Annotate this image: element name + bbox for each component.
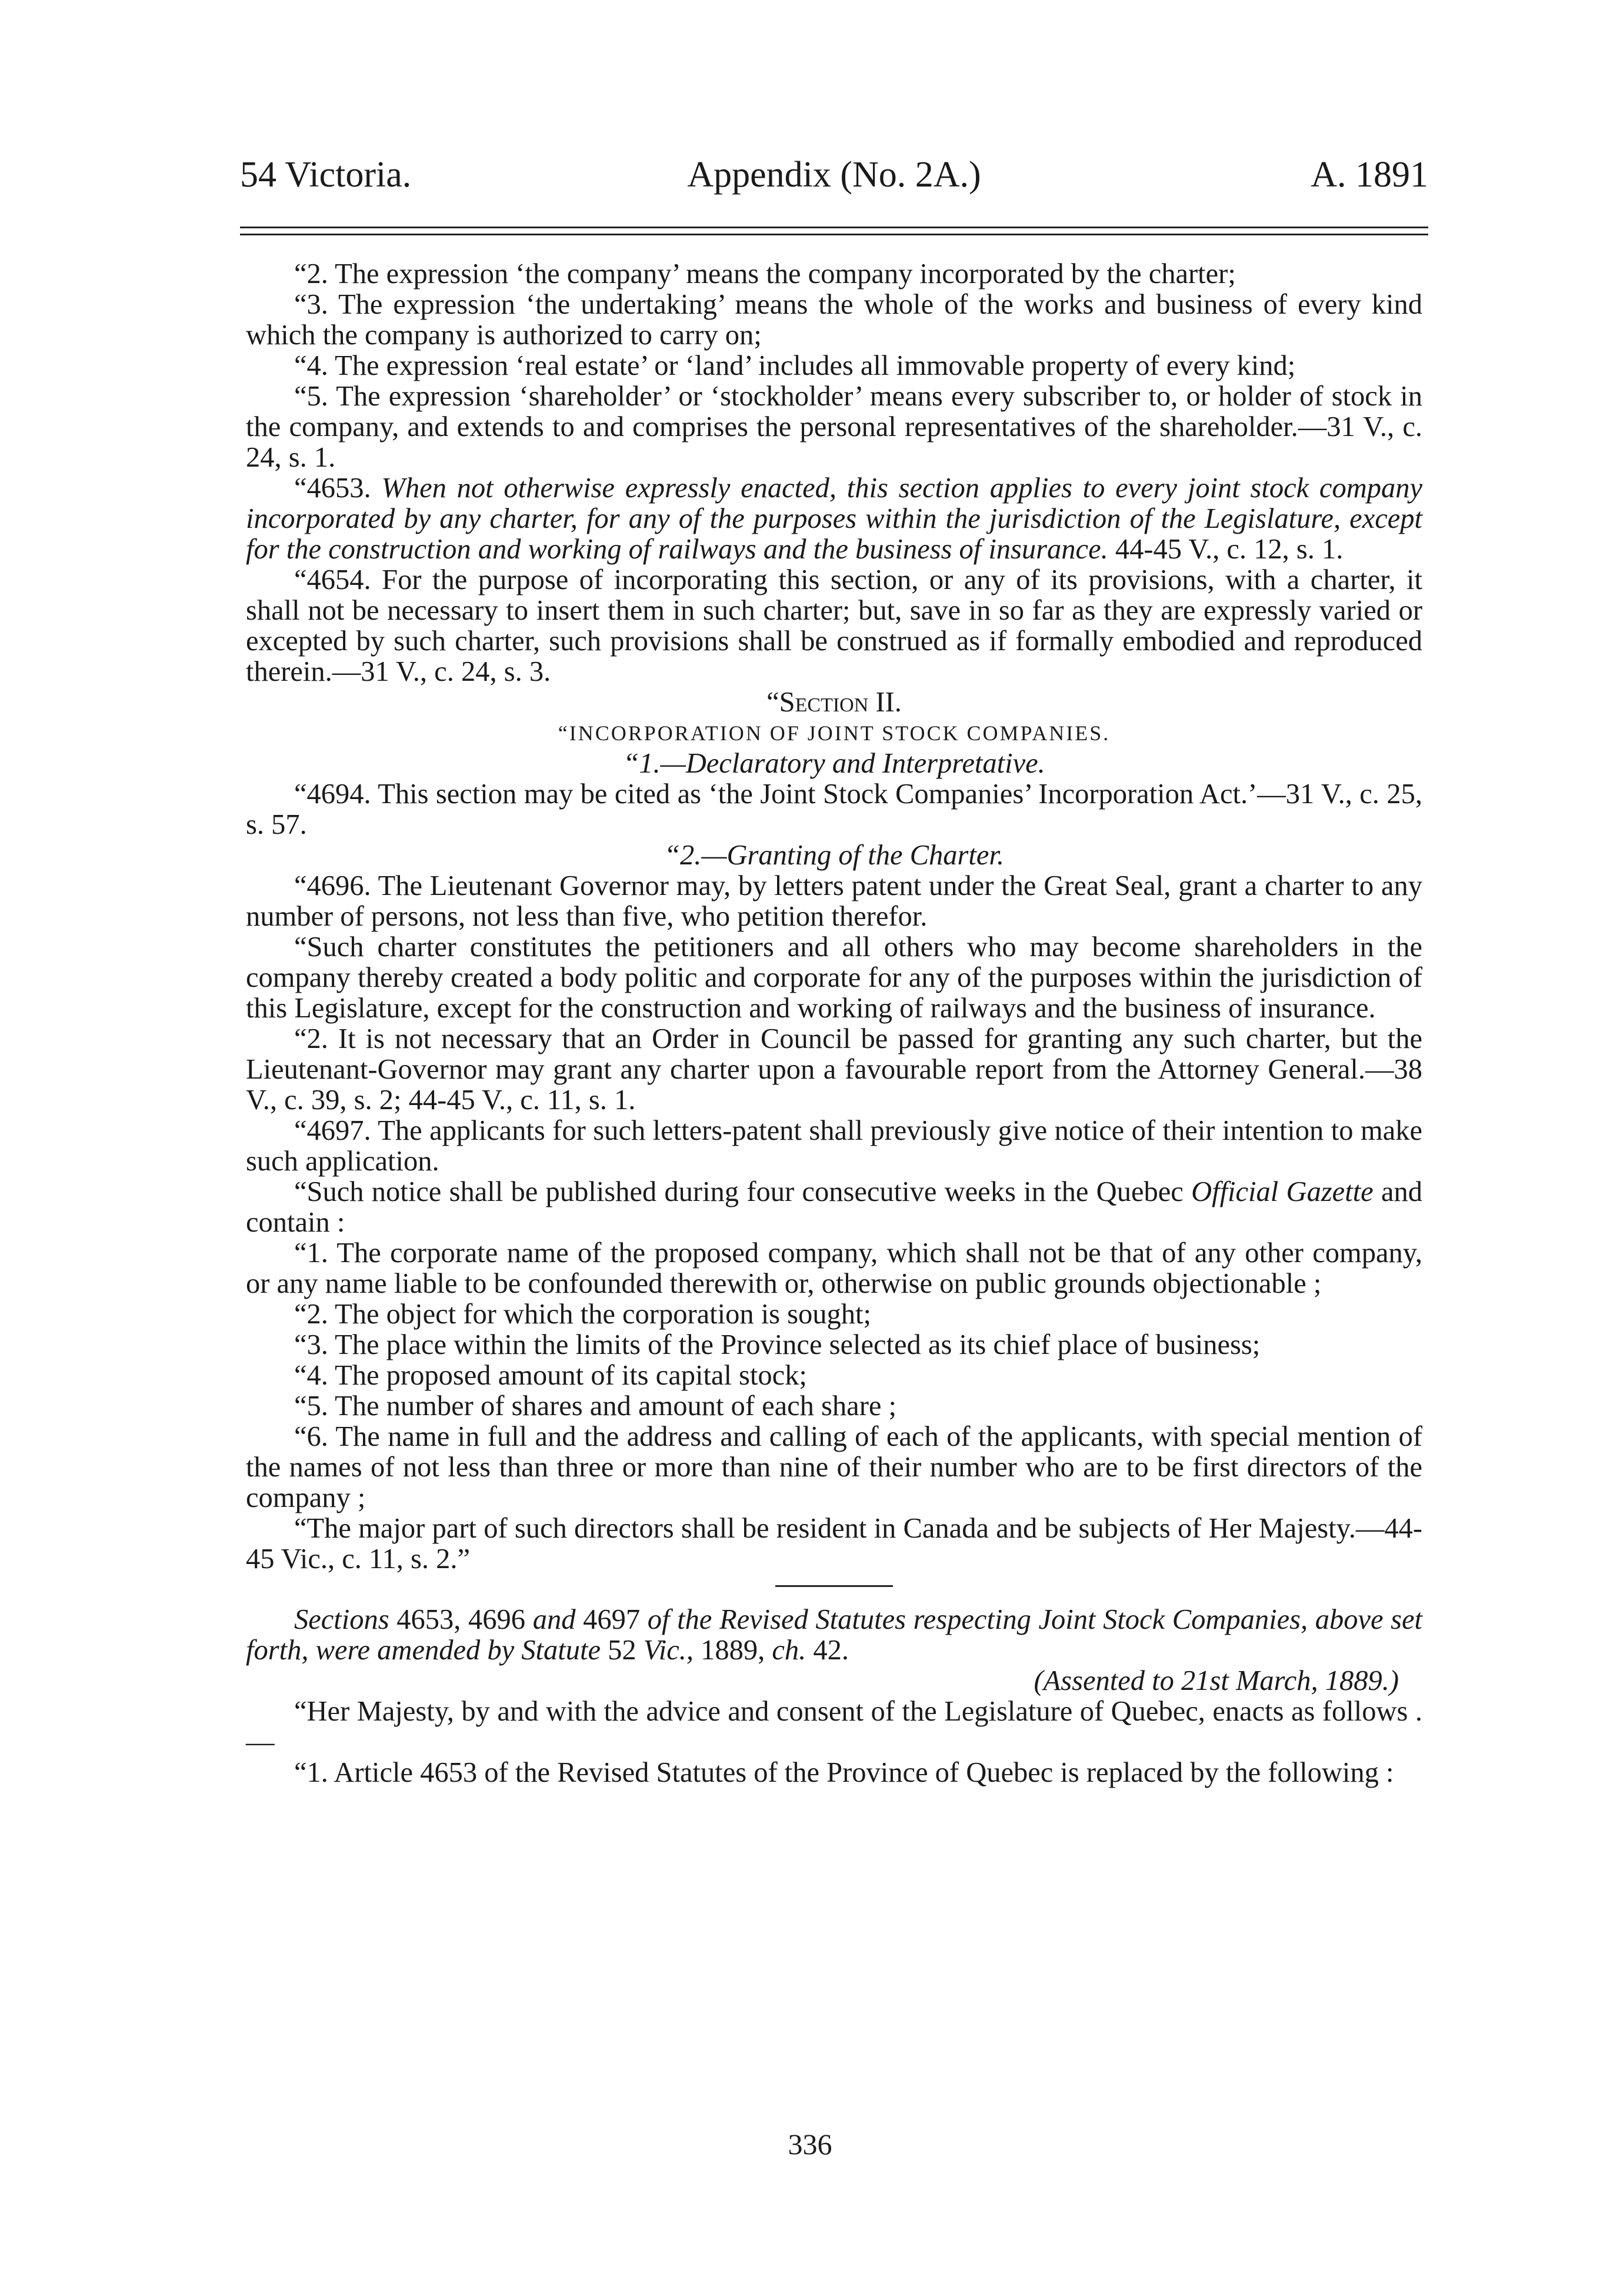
italic-text: ch. (772, 1635, 806, 1666)
text-run: and contain : (246, 1176, 1423, 1238)
section-heading: “Section II. (766, 687, 902, 718)
paragraph: “The major part of such directors shall be resident in Canada and be subjects of Her Majesty.—44-45 Vic., c. 11, s. 2.” (246, 1513, 1422, 1575)
italic-text: of the Revised Statutes respecting Joint Stock Companies, above set forth, were amended by Statute (246, 1604, 1423, 1666)
italic-text: When not otherwise expressly enacted, this section applies to every joint stock company incorporated by any charter, for any of the purposes within the jurisdiction of the Legislature, except for the construction and working of railways and the business of insurance. (246, 472, 1423, 565)
paragraph: “2. The object for which the corporation is sought; (294, 1299, 871, 1330)
header-session: 54 Victoria. (240, 155, 412, 195)
text-run: 4653, 4696 (396, 1604, 526, 1635)
paragraph: “2. The expression ‘the company’ means the company incorporated by the charter; (294, 258, 1236, 290)
subheading (246, 840, 1422, 871)
header-year: A. 1891 (1311, 155, 1428, 195)
paragraph: “3. The expression ‘the undertaking’ means the whole of the works and business of every kind which the company is authorized to carry on; (246, 289, 1422, 351)
page-body (246, 259, 1422, 1788)
italic-text: Vic., (643, 1635, 694, 1666)
text-run: 4697 (583, 1604, 641, 1635)
paragraph: “2. It is not necessary that an Order in Council be passed for granting any such charter, but the Lieutenant-Governor may grant any charter upon a favourable report from the Attorney General.—38 V., c. 39, s. 2; 44-45 V., c. 11, s. 1. (246, 1023, 1422, 1116)
paragraph: “4694. This section may be cited as ‘the Joint Stock Companies’ Incorporation Act.’—31 V., c. 25, s. 57. (246, 778, 1422, 840)
text-run: 52 (608, 1635, 636, 1666)
header-appendix: Appendix (No. 2A.) (687, 155, 981, 195)
section-title: “INCORPORATION OF JOINT STOCK COMPANIES. (558, 721, 1111, 745)
assent-line (246, 1666, 1422, 1696)
assent-text: (Assented to 21st March, 1889.) (1034, 1665, 1399, 1696)
page-number: 336 (788, 2128, 832, 2161)
header-rule-top (240, 227, 1428, 228)
subheading (246, 748, 1422, 779)
paragraph: “5. The number of shares and amount of each share ; (294, 1390, 896, 1422)
header-rule-bottom (240, 234, 1428, 235)
italic-text: Official Gazette (1191, 1176, 1374, 1207)
italic-text: and (532, 1604, 576, 1635)
paragraph: “4654. For the purpose of incorporating this section, or any of its provisions, with a charter, it shall not be necessary to insert them in such charter; but, save in so far as they are expressly varied or excepted by such charter, such provisions shall be construed as if formally embodied and reproduced therein.—31 V., c. 24, s. 3. (246, 564, 1422, 687)
paragraph: “Such charter constitutes the petitioners and all others who may become shareholders in the company thereby created a body politic and corporate for any of the purposes within the jurisdiction of this Legislature, except for the construction and working of railways and the business of insurance. (246, 931, 1422, 1024)
paragraph: “4. The expression ‘real estate’ or ‘land’ includes all immovable property of every kind; (294, 350, 1296, 381)
paragraph: “4696. The Lieutenant Governor may, by letters patent under the Great Seal, grant a charter to any number of persons, not less than five, who petition therefor. (246, 870, 1422, 932)
paragraph (246, 1605, 1422, 1666)
subheading-text: “2.—Granting of the Charter. (664, 840, 1005, 871)
citation: 44-45 V., c. 12, s. 1. (1115, 534, 1344, 565)
paragraph: “6. The name in full and the address and calling of each of the applicants, with special mention of the names of not less than three or more than nine of their number who are to be first directors of the company ; (246, 1421, 1422, 1513)
paragraph (246, 473, 1422, 565)
subheading-text: “1.—Declaratory and Interpretative. (623, 748, 1045, 779)
paragraph: “1. The corporate name of the proposed company, which shall not be that of any other company, or any name liable to be confounded therewith or, otherwise on public grounds objectionable ; (246, 1237, 1422, 1299)
italic-text: Sections (294, 1604, 389, 1635)
text-run: “Such notice shall be published during four consecutive weeks in the Quebec (294, 1176, 1184, 1207)
paragraph: “1. Article 4653 of the Revised Statutes of the Province of Quebec is replaced by the following : (294, 1757, 1394, 1788)
running-header (240, 154, 1428, 207)
article-number: “4653. (294, 472, 371, 504)
paragraph: “5. The expression ‘shareholder’ or ‘stockholder’ means every subscriber to, or holder of stock in the company, and extends to and comprises the personal representatives of the shareholder.—31 V., c. 24, s. 1. (246, 381, 1422, 473)
paragraph: “4. The proposed amount of its capital stock; (294, 1360, 807, 1391)
paragraph: “Her Majesty, by and with the advice and consent of the Legislature of Quebec, enacts as follows .— (246, 1696, 1422, 1758)
paragraph: “3. The place within the limits of the Province selected as its chief place of business; (294, 1329, 1261, 1360)
text-run: 1889, (701, 1635, 765, 1666)
paragraph (246, 1177, 1422, 1238)
paragraph: “4697. The applicants for such letters-patent shall previously give notice of their intention to make such application. (246, 1115, 1422, 1177)
text-run: 42. (813, 1635, 849, 1666)
section-divider (775, 1585, 893, 1587)
